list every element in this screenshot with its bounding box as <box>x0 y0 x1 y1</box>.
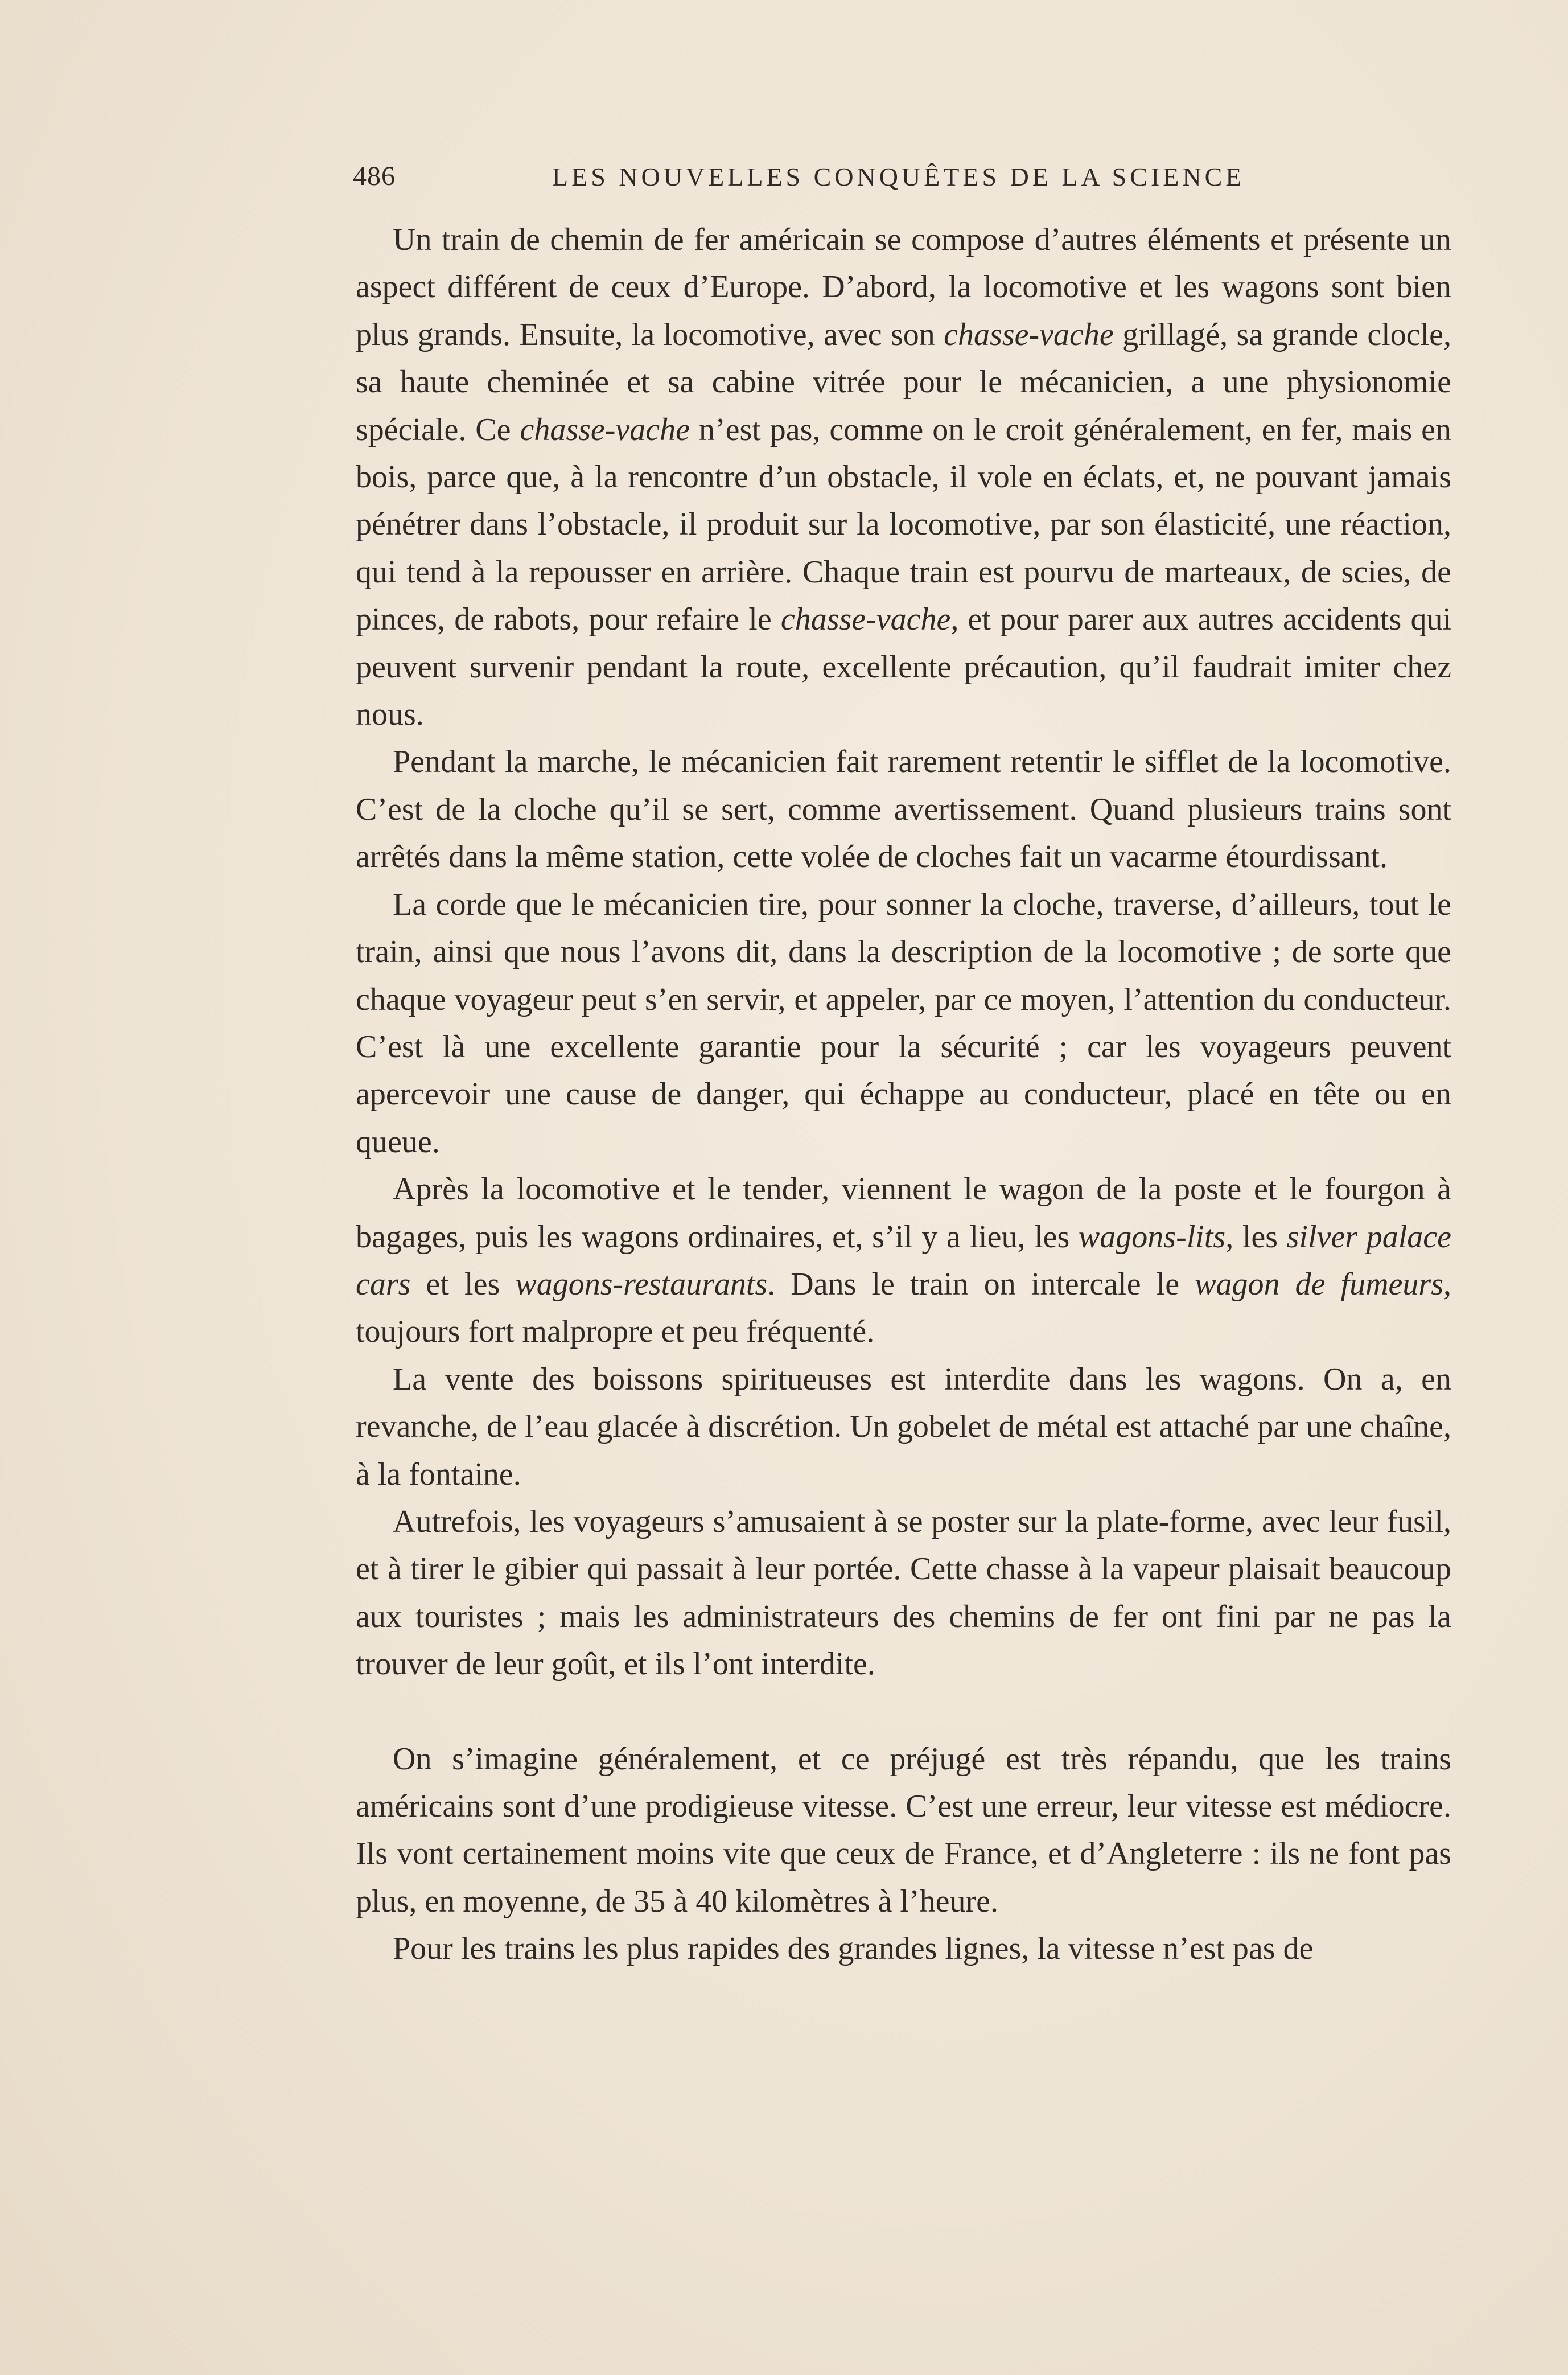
page-header <box>353 161 1457 200</box>
italic-term: chasse-vache <box>780 602 951 638</box>
body-text <box>356 216 1451 1973</box>
running-title: LES NOUVELLES CONQUÊTES DE LA SCIENCE <box>552 162 1245 191</box>
italic-term: chasse-vache <box>944 317 1114 352</box>
page-number: 486 <box>353 161 396 191</box>
italic-term: wagons-restaurants <box>515 1266 768 1302</box>
paragraph-3: La corde que le mécanicien tire, pour sonner la cloche, traverse, d’ailleurs, tout le train, ainsi que nous l’avons dit, dans la description de la locomotive ; de sorte que chaque voyageur peut s’en servir, et appeler, par ce moyen, l’attention du conducteur. C’est là une excellente garantie pour la sécurité ; car les voyageurs peuvent apercevoir une cause de danger, qui échappe au conducteur, placé en tête ou en queue. <box>356 886 1451 1160</box>
paragraph-1: Un train de chemin de fer américain se compose d’autres éléments et présente un aspect différent de ceux d’Europe. D’abord, la locomotive et les wagons sont bien plus grands. Ensuite, la locomotive, avec son chasse-vache grillagé, sa grande clocle, sa haute cheminée et sa cabine vitrée pour le mécanicien, a une physionomie spéciale. Ce chasse-vache n’est pas, comme on le croit généralement, en fer, mais en bois, parce que, à la rencontre d’un obstacle, il vole en éclats, et, ne pouvant jamais pénétrer dans l’obstacle, il produit sur la locomotive, par son élasticité, une réaction, qui tend à la repousser en arrière. Chaque train est pourvu de marteaux, de scies, de pinces, de rabots, pour refaire le chasse-vache, et pour parer aux autres accidents qui peuvent survenir pendant la route, excellente précaution, qu’il faudrait imiter chez nous. <box>356 222 1452 733</box>
paragraph-2: Pendant la marche, le mécanicien fait rarement retentir le sifflet de la locomotive. C’est de la cloche qu’il se sert, comme avertissement. Quand plusieurs trains sont arrêtés dans la même station, cette volée de cloches fait un vacarme étourdissant. <box>356 744 1451 875</box>
italic-term: silver palace cars <box>356 1219 1451 1302</box>
paragraph-7: On s’imagine généralement, et ce préjugé est très répandu, que les trains américains sont d’une prodigieuse vitesse. C’est une erreur, leur vitesse est médiocre. Ils vont certainement moins vite que ceux de France, et d’Angleterre : ils ne font pas plus, en moyenne, de 35 à 40 kilomètres à l’heure. <box>356 1741 1451 1919</box>
paragraph-4: Après la locomotive et le tender, viennent le wagon de la poste et le fourgon à bagages, puis les wagons ordinaires, et, s’il y a lieu, les wagons-lits, les silver palace cars et les wagons-restaurants. Dans le train on intercale le wagon de fumeurs, toujours fort malpropre et peu fréquenté. <box>356 1172 1451 1350</box>
paragraph-5: La vente des boissons spiritueuses est interdite dans les wagons. On a, en revanche, de l’eau glacée à discrétion. Un gobelet de métal est attaché par une chaîne, à la fontaine. <box>356 1361 1451 1492</box>
italic-term: chasse-vache <box>520 412 690 447</box>
italic-term: wagons-lits <box>1078 1219 1226 1255</box>
paragraph-6: Autrefois, les voyageurs s’amusaient à se poster sur la plate-forme, avec leur fusil, et à tirer le gibier qui passait à leur portée. Cette chasse à la vapeur plaisait beaucoup aux touristes ; mais les administrateurs des chemins de fer ont fini par ne pas la trouver de leur goût, et ils l’ont interdite. <box>356 1503 1451 1682</box>
paragraph-8: Pour les trains les plus rapides des grandes lignes, la vitesse n’est pas de <box>393 1931 1314 1967</box>
italic-term: wagon de fumeurs <box>1195 1266 1443 1302</box>
